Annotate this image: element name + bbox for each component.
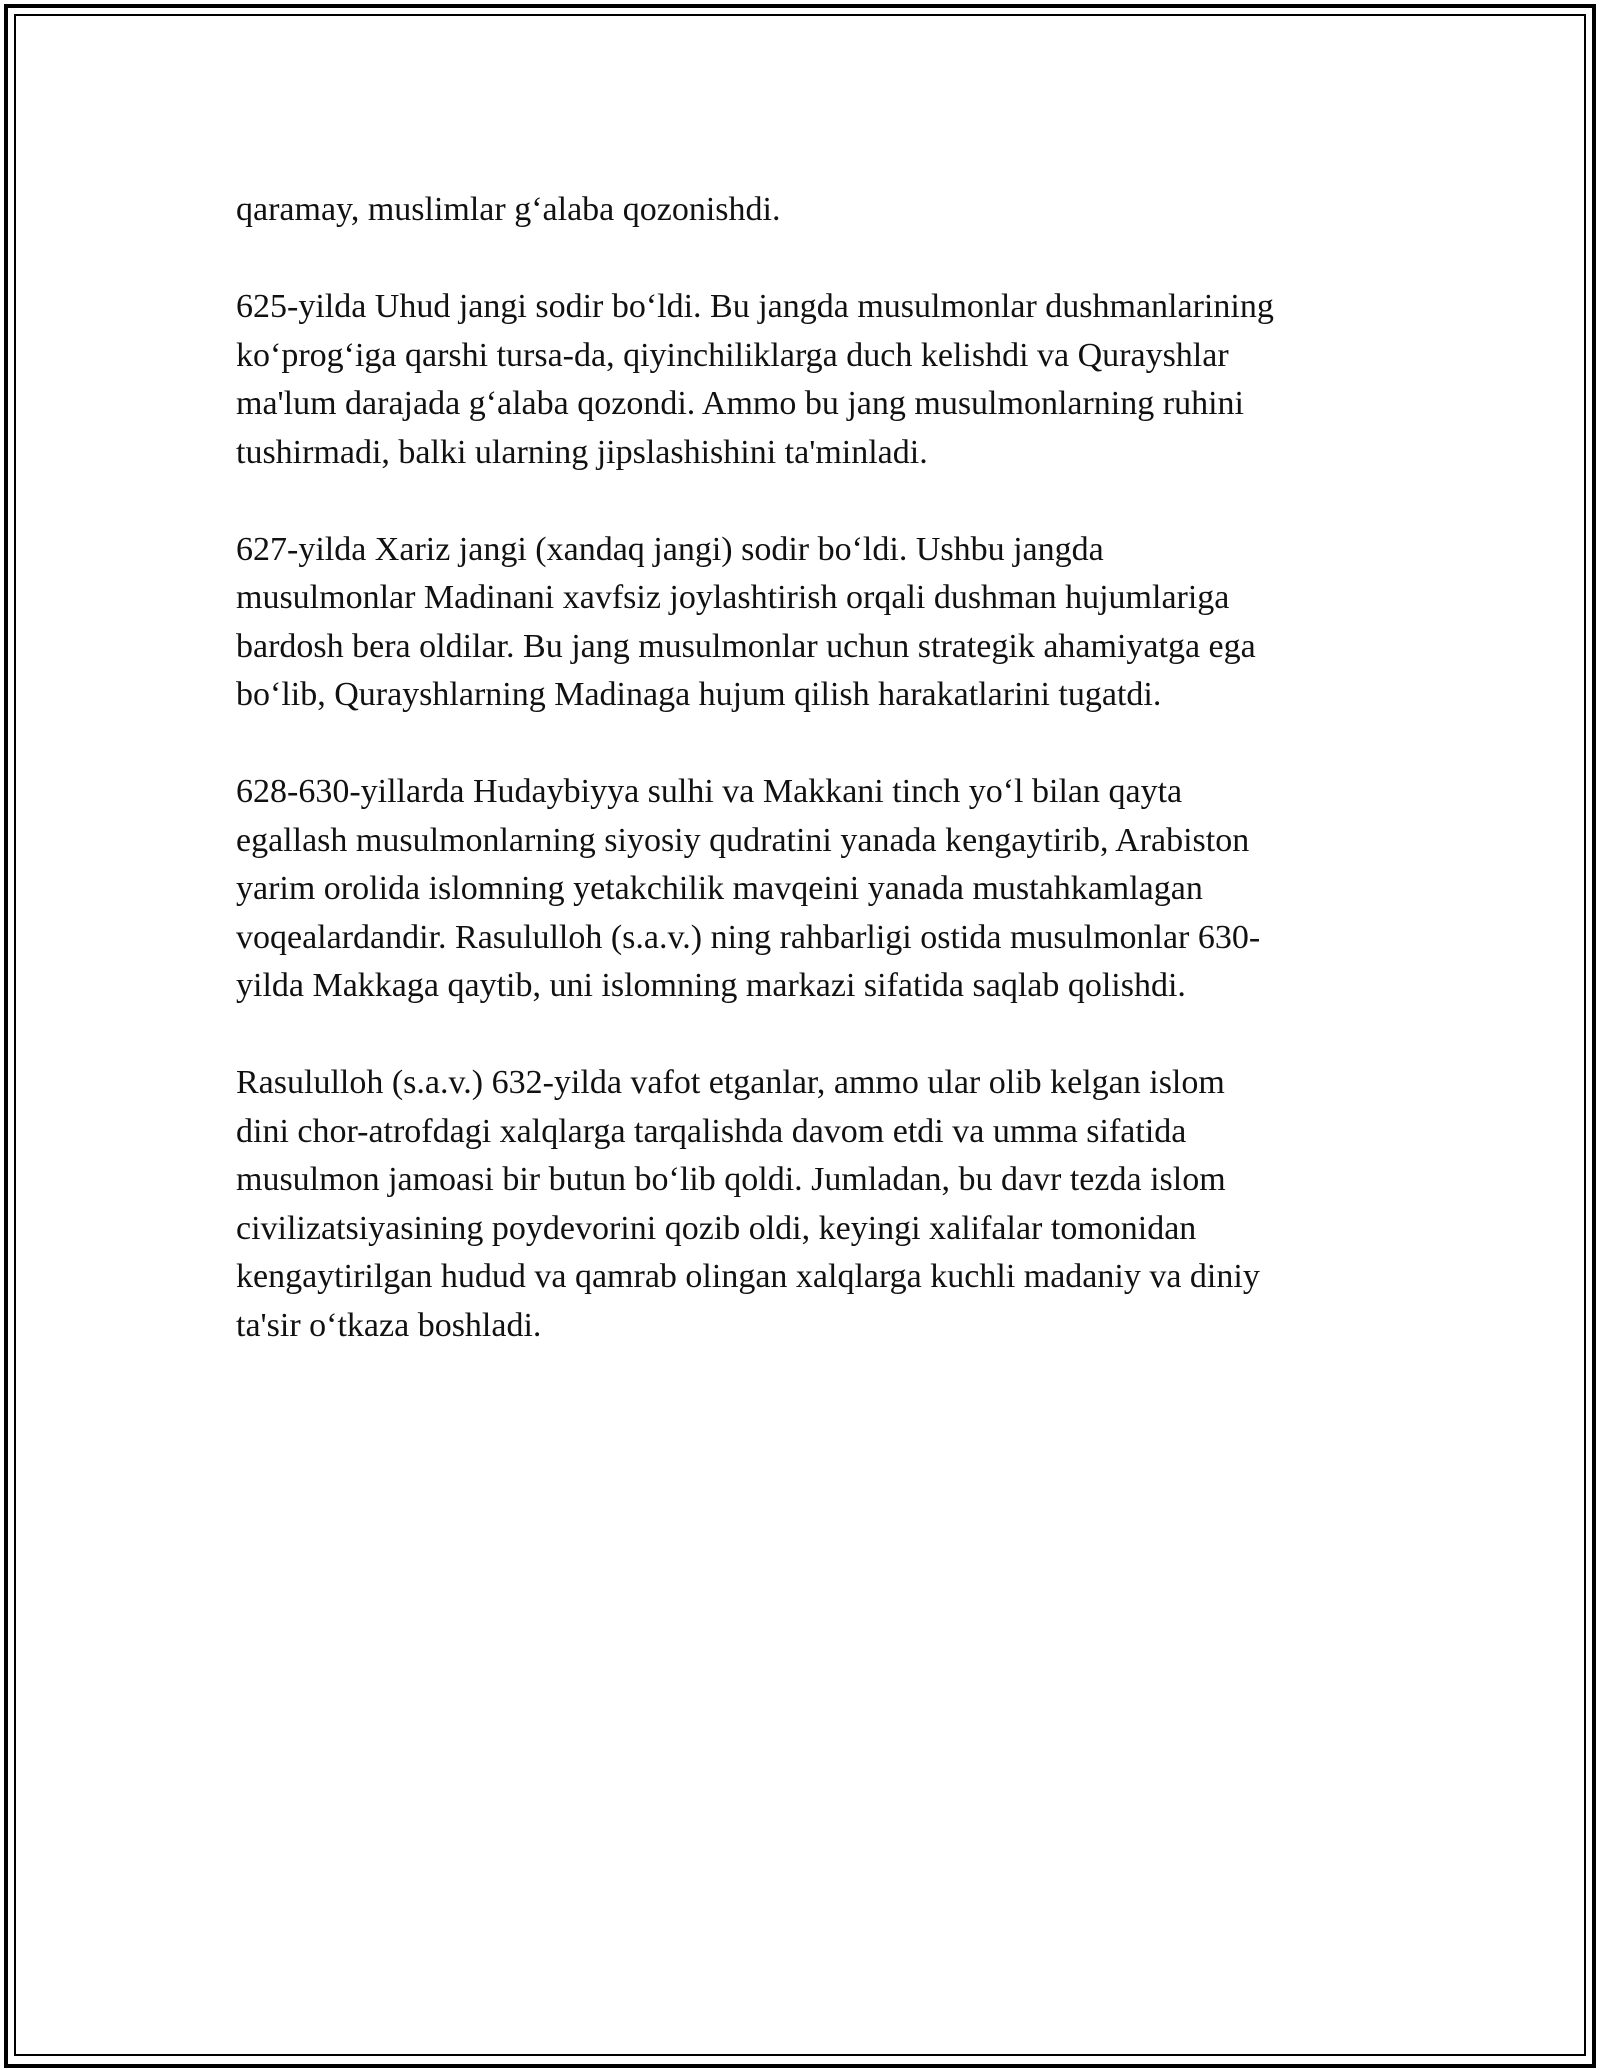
paragraph-4 bbox=[236, 768, 1376, 1011]
text-line: yarim orolida islomning yetakchilik mavqeini yanada mustahkamlagan bbox=[236, 870, 1203, 907]
document-body bbox=[236, 186, 1376, 1399]
text-line: kengaytirilgan hudud va qamrab olingan xalqlarga kuchli madaniy va diniy bbox=[236, 1258, 1260, 1295]
paragraph-3 bbox=[236, 526, 1376, 720]
text-line: 627-yilda Xariz jangi (xandaq jangi) sodir bo‘ldi. Ushbu jangda bbox=[236, 530, 1104, 568]
text-line: dini chor-atrofdagi xalqlarga tarqalishda davom etdi va umma sifatida bbox=[236, 1112, 1187, 1150]
text-line: musulmon jamoasi bir butun bo‘lib qoldi. Jumladan, bu davr tezda islom bbox=[236, 1161, 1226, 1198]
text-line: yilda Makkaga qaytib, uni islomning markazi sifatida saqlab qolishdi. bbox=[236, 967, 1186, 1004]
text-line: bo‘lib, Qurayshlarning Madinaga hujum qilish harakatlarini tugatdi. bbox=[236, 676, 1162, 713]
paragraph-5 bbox=[236, 1059, 1376, 1350]
paragraph-1 bbox=[236, 186, 1376, 235]
text-line: Rasululloh (s.a.v.) 632-yilda vafot etganlar, ammo ular olib kelgan islom bbox=[236, 1064, 1225, 1101]
paragraph-2 bbox=[236, 283, 1376, 477]
text-line: egallash musulmonlarning siyosiy qudratini yanada kengaytirib, Arabiston bbox=[236, 821, 1250, 859]
text-line: 628-630-yillarda Hudaybiyya sulhi va Makkani tinch yo‘l bilan qayta bbox=[236, 773, 1183, 810]
text-line: bardosh bera oldilar. Bu jang musulmonlar uchun strategik ahamiyatga ega bbox=[236, 627, 1256, 665]
text-line: 625-yilda Uhud jangi sodir bo‘ldi. Bu jangda musulmonlar dushmanlarining bbox=[236, 288, 1274, 325]
text-line: ko‘prog‘iga qarshi tursa-da, qiyinchiliklarga duch kelishdi va Qurayshlar bbox=[236, 336, 1229, 374]
text-line: voqealardandir. Rasululloh (s.a.v.) ning rahbarligi ostida musulmonlar 630- bbox=[236, 918, 1261, 956]
text-line: qaramay, muslimlar g‘alaba qozonishdi. bbox=[236, 191, 781, 228]
text-line: ma'lum darajada g‘alaba qozondi. Ammo bu jang musulmonlarning ruhini bbox=[236, 385, 1244, 422]
text-line: civilizatsiyasining poydevorini qozib oldi, keyingi xalifalar tomonidan bbox=[236, 1209, 1197, 1247]
text-line: musulmonlar Madinani xavfsiz joylashtirish orqali dushman hujumlariga bbox=[236, 579, 1230, 616]
text-line: ta'sir o‘tkaza boshladi. bbox=[236, 1306, 542, 1344]
text-line: tushirmadi, balki ularning jipslashishini ta'minladi. bbox=[236, 433, 928, 471]
